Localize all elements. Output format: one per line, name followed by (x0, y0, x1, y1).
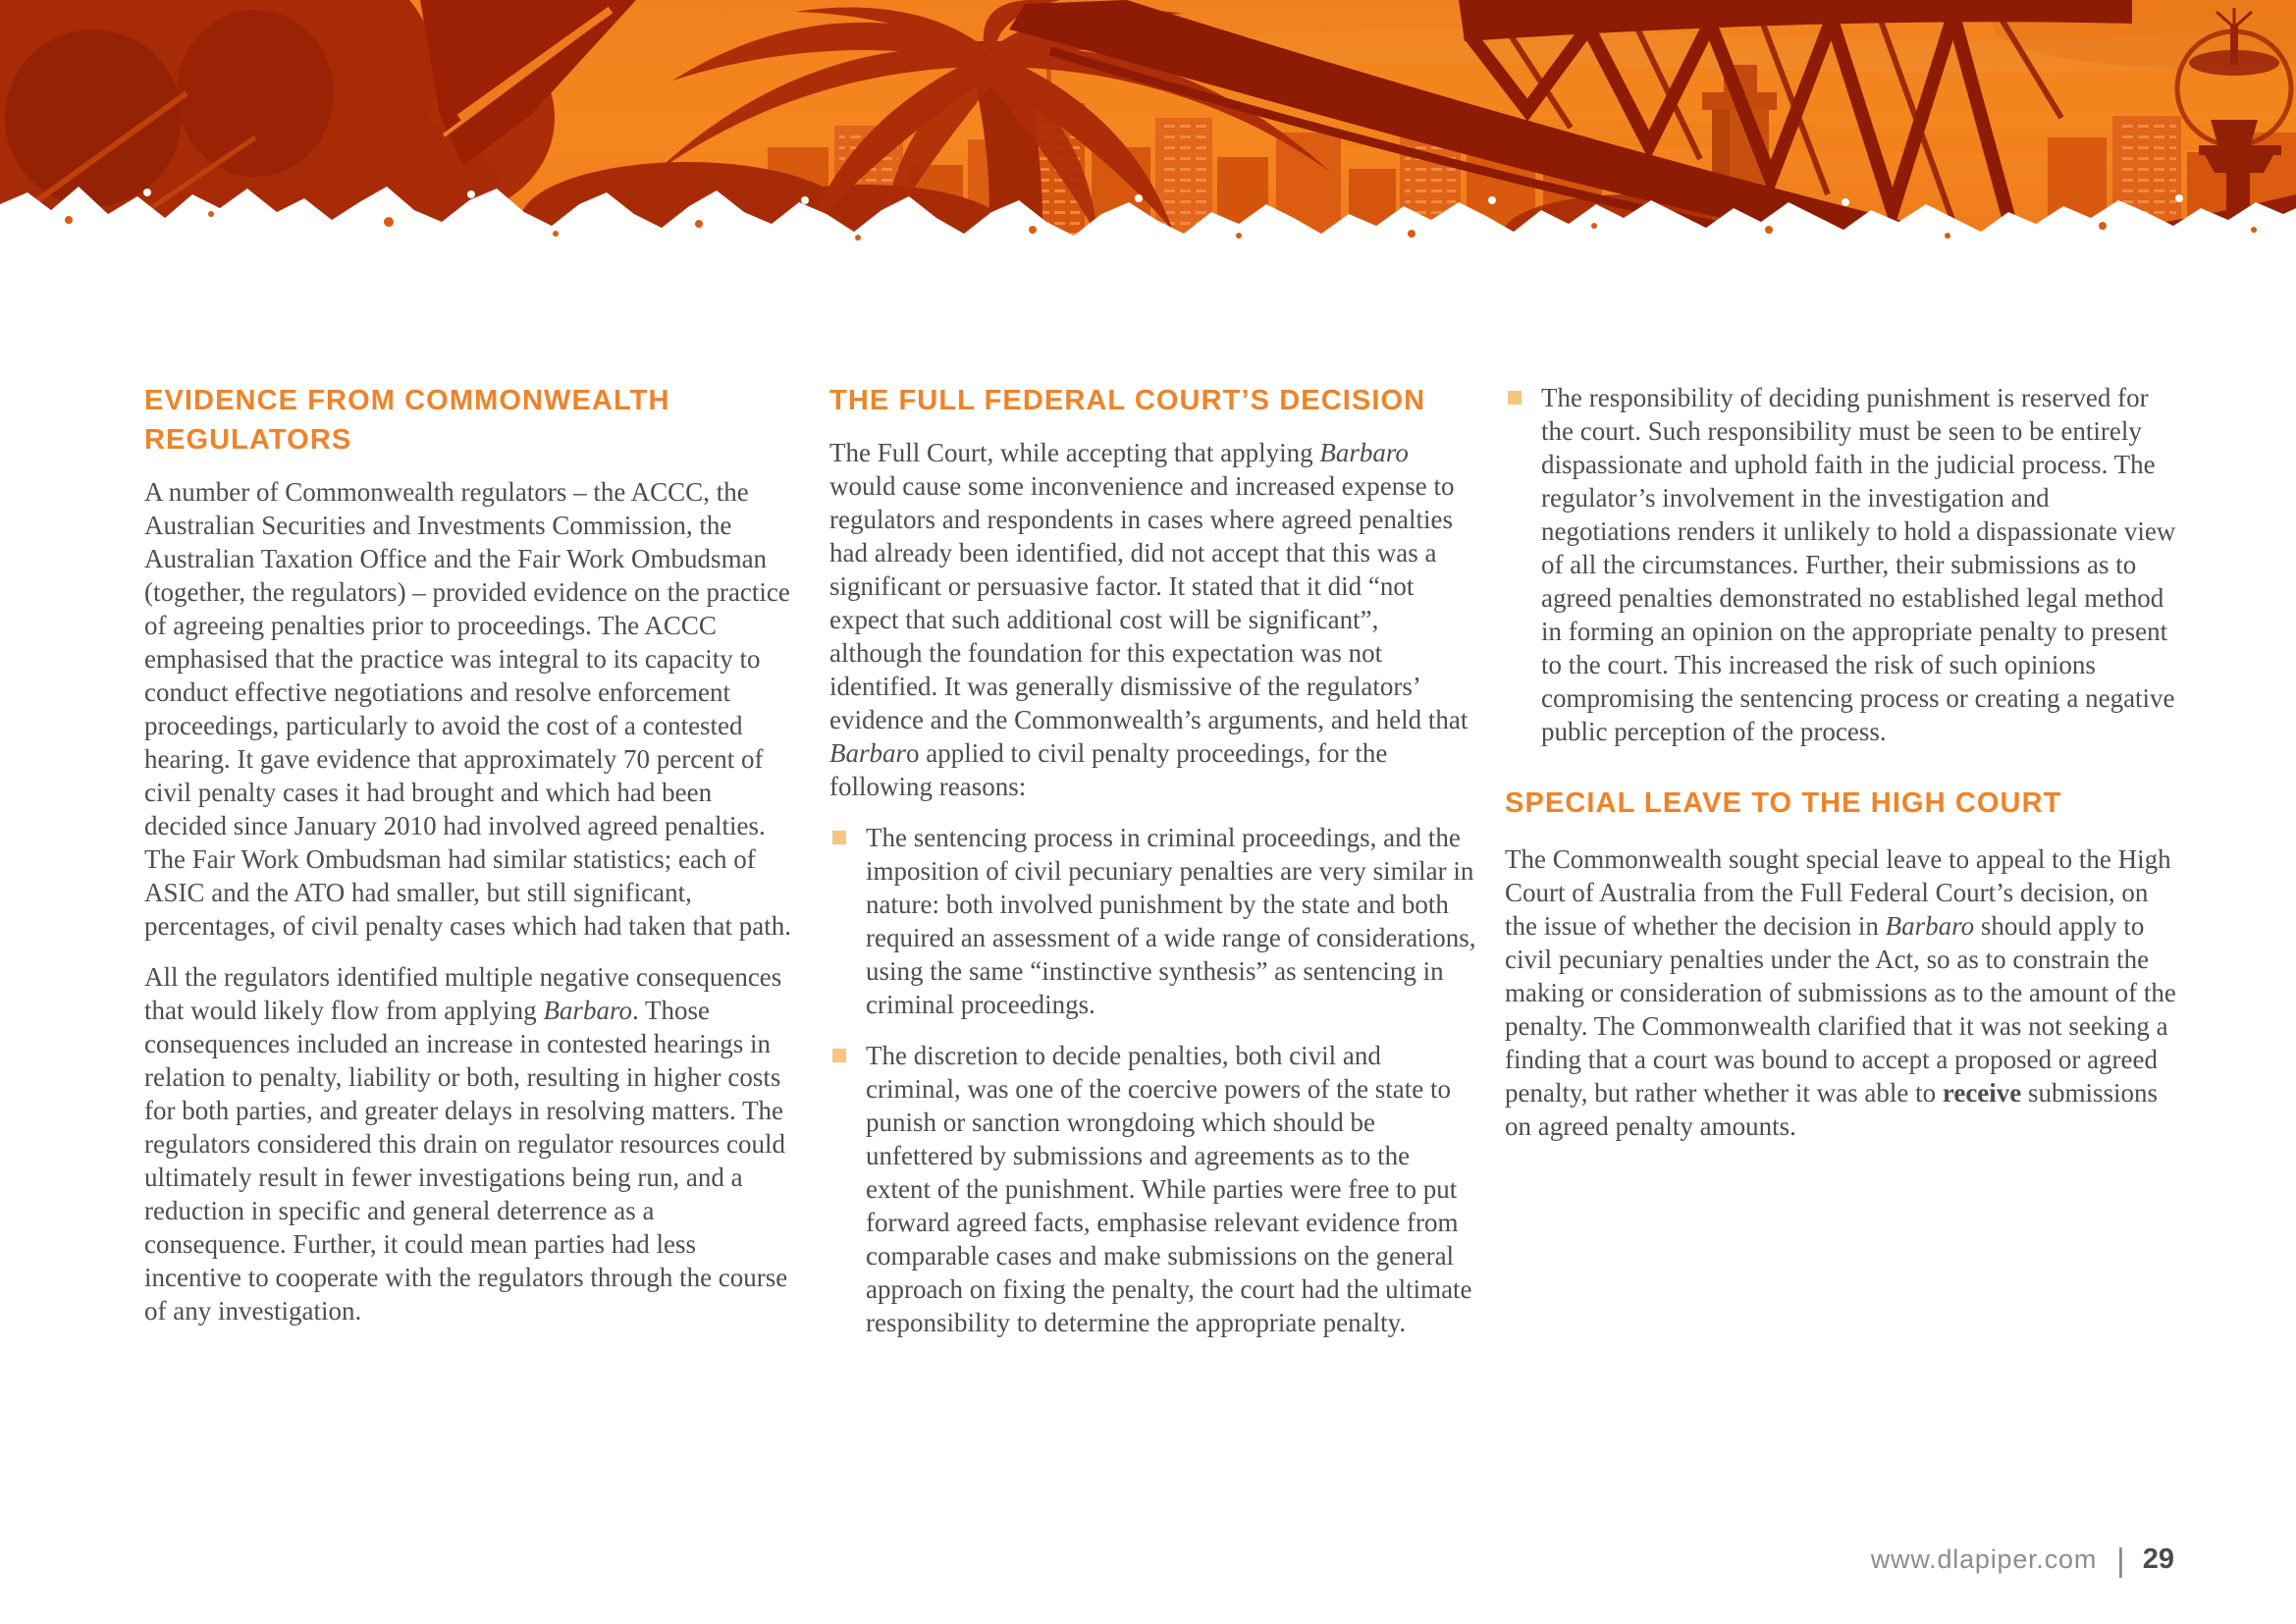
column-full-court-decision (829, 381, 1477, 1357)
footer-separator: | (2116, 1542, 2125, 1578)
footer-website-link[interactable]: www.dlapiper.com (1870, 1544, 2098, 1574)
column-evidence (144, 381, 792, 1345)
header-image (0, 0, 2296, 245)
bullet-text: The sentencing process in criminal proceedings, and the imposition of civil pecuniary penalties are very similar in nature: both involved punishment by the state and both required an assessment of a wide range of considerations, using the same “instinctive synthesis” as sentencing in criminal proceedings. (866, 823, 1476, 1019)
paragraph: All the regulators identified multiple negative consequences that would likely flow from applying Barbaro. Those consequences included an increase in contested hearings in relation to penalty, liability or both, resulting in higher costs for both parties, and greater delays in resolving matters. The regulators considered this drain on regulator resources could ultimately result in fewer investigations being run, and a reduction in specific and general deterrence as a consequence. Further, it could mean parties had less incentive to cooperate with the regulators through the course of any investigation. (144, 962, 788, 1326)
heading-full-federal-court: THE FULL FEDERAL COURT’S DECISION (829, 385, 1426, 416)
list-item (829, 1039, 1477, 1339)
bullet-square-icon (832, 831, 846, 844)
list-item (1505, 381, 2184, 748)
bullet-text: The responsibility of deciding punishment is reserved for the court. Such responsibility must be seen to be entirely dispassionate and uphold faith in the judicial process. The regulator’s involvement in the investigation and negotiations renders it unlikely to hold a dispassionate view of all the circumstances. Further, their submissions as to agreed penalties demonstrated no established legal method in forming an opinion on the appropriate penalty to present to the court. This increased the risk of such opinions compromising the sentencing process or creating a negative public perception of the process. (1541, 383, 2176, 746)
bullet-square-icon (1508, 391, 1522, 405)
paragraph: The Full Court, while accepting that applying Barbaro would cause some inconvenience and increased expense to regulators and respondents in cases where agreed penalties had already been identified, did not accept that this was a significant or persuasive factor. It stated that it did “not expect that such additional cost will be significant”, although the foundation for this expectation was not identified. It was generally dismissive of the regulators’ evidence and the Commonwealth’s arguments, and held that Barbaro applied to civil penalty proceedings, for the following reasons: (829, 438, 1468, 801)
page-number: 29 (2142, 1543, 2174, 1575)
bullet-text: The discretion to decide penalties, both civil and criminal, was one of the coercive powers of the state to punish or sanction wrongdoing which should be unfettered by submissions and agreements as to the extent of the punishment. While parties were free to put forward agreed facts, emphasise relevant evidence from comparable cases and make submissions on the general approach on fixing the penalty, the court had the ultimate responsibility to determine the appropriate penalty. (866, 1041, 1472, 1337)
heading-evidence-regulators: EVIDENCE FROM COMMONWEALTH REGULATORS (144, 385, 670, 456)
column-special-leave (1505, 381, 2184, 1161)
paragraph: A number of Commonwealth regulators – the ACCC, the Australian Securities and Investments Commission, the Australian Taxation Office and the Fair Work Ombudsman (together, the regulators) – provided evidence on the practice of agreeing penalties prior to proceedings. The ACCC emphasised that the practice was integral to its capacity to conduct effective negotiations and resolve enforcement proceedings, particularly to avoid the cost of a contested hearing. It gave evidence that approximately 70 percent of civil penalty cases it had brought and which had been decided since January 2010 had involved agreed penalties. The Fair Work Ombudsman had similar statistics; each of ASIC and the ATO had smaller, but still significant, percentages, of civil penalty cases which had taken that path. (144, 477, 791, 941)
bullet-square-icon (832, 1049, 846, 1062)
heading-special-leave: SPECIAL LEAVE TO THE HIGH COURT (1505, 787, 2062, 819)
header-photo-svg (0, 0, 2296, 245)
paragraph: The Commonwealth sought special leave to appeal to the High Court of Australia from the Full Federal Court’s decision, on the issue of whether the decision in Barbaro should apply to civil pecuniary penalties under the Act, so as to constrain the making or consideration of submissions as to the amount of the penalty. The Commonwealth clarified that it was not seeking a finding that a court was bound to accept a proposed or agreed penalty, but rather whether it was able to receive submissions on agreed penalty amounts. (1505, 844, 2176, 1141)
page-footer (1871, 1543, 2174, 1576)
list-item (829, 821, 1477, 1021)
